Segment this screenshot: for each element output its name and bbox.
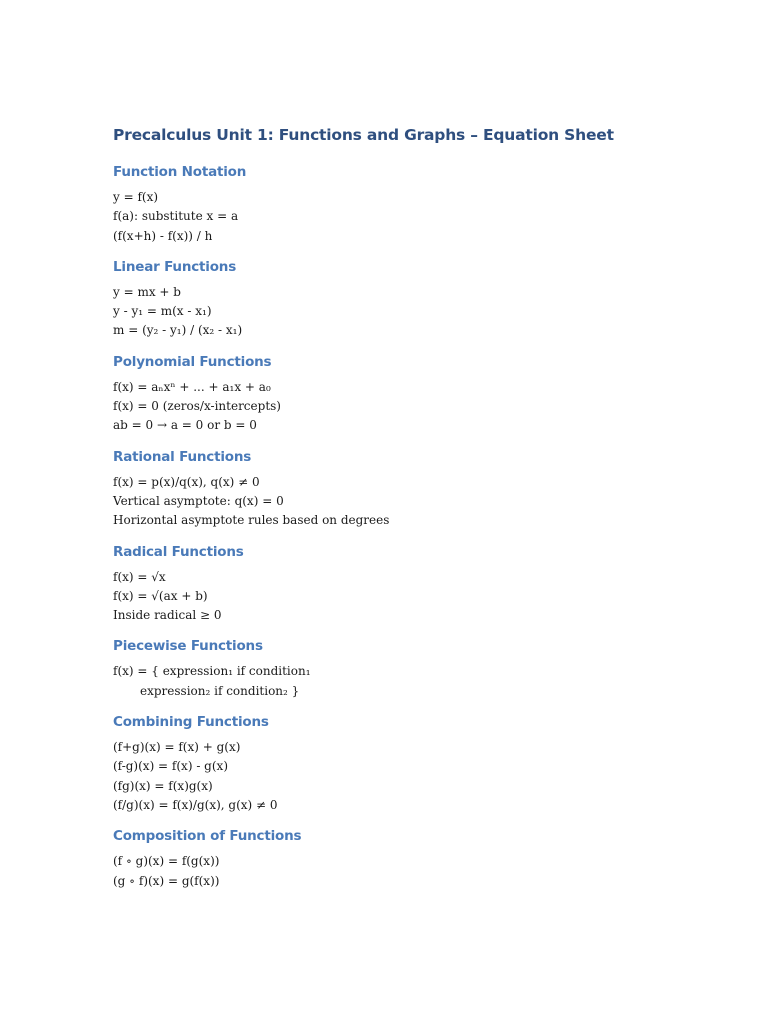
section-composition-of-functions	[113, 826, 728, 891]
equation-line: f(x) = √x	[113, 569, 166, 584]
section-heading: Combining Functions	[113, 714, 269, 731]
section-heading: Rational Functions	[113, 448, 252, 465]
equation-line: (g ∘ f)(x) = g(f(x))	[113, 873, 220, 888]
equation-line: f(x) = √(ax + b)	[113, 588, 208, 603]
equation-line: f(x) = p(x)/q(x), q(x) ≠ 0	[113, 474, 260, 489]
section-linear-functions	[113, 257, 728, 341]
equation-line: Vertical asymptote: q(x) = 0	[113, 493, 284, 508]
section-radical-functions	[113, 542, 728, 626]
equation-line: (f(x+h) - f(x)) / h	[113, 228, 213, 243]
equation-line: Horizontal asymptote rules based on degrees	[113, 513, 390, 528]
section-heading: Linear Functions	[113, 258, 237, 275]
equation-line: f(x) = aₙxⁿ + ... + a₁x + a₀	[113, 379, 271, 394]
section-rational-functions	[113, 447, 728, 531]
equation-line: ab = 0 → a = 0 or b = 0	[113, 418, 257, 433]
document-title: Precalculus Unit 1: Functions and Graphs – Equation Sheet	[113, 126, 614, 144]
section-heading: Polynomial Functions	[113, 353, 272, 370]
equation-line: Inside radical ≥ 0	[113, 608, 222, 623]
equation-line: y = mx + b	[113, 284, 181, 299]
section-heading: Function Notation	[113, 164, 247, 180]
equation-line: y - y₁ = m(x - x₁)	[113, 304, 212, 319]
equation-line: expression₂ if condition₂ }	[140, 683, 300, 698]
equation-line: (fg)(x) = f(x)g(x)	[113, 778, 213, 793]
section-heading: Piecewise Functions	[113, 638, 263, 655]
equation-line: (f ∘ g)(x) = f(g(x))	[113, 854, 220, 869]
section-function-notation	[113, 162, 728, 246]
equation-line: m = (y₂ - y₁) / (x₂ - x₁)	[113, 323, 243, 338]
equation-line: f(a): substitute x = a	[113, 209, 239, 224]
equation-line: f(x) = 0 (zeros/x-intercepts)	[113, 399, 281, 414]
section-heading: Radical Functions	[113, 543, 244, 560]
section-combining-functions	[113, 712, 728, 815]
equation-line: (f-g)(x) = f(x) - g(x)	[113, 759, 228, 774]
equation-line: f(x) = { expression₁ if condition₁	[113, 664, 311, 679]
equation-line: (f+g)(x) = f(x) + g(x)	[113, 740, 241, 755]
section-heading: Composition of Functions	[113, 828, 302, 845]
section-piecewise-functions	[113, 636, 728, 701]
section-polynomial-functions	[113, 352, 728, 436]
equation-line: (f/g)(x) = f(x)/g(x), g(x) ≠ 0	[113, 797, 278, 812]
equation-line: y = f(x)	[113, 190, 159, 204]
